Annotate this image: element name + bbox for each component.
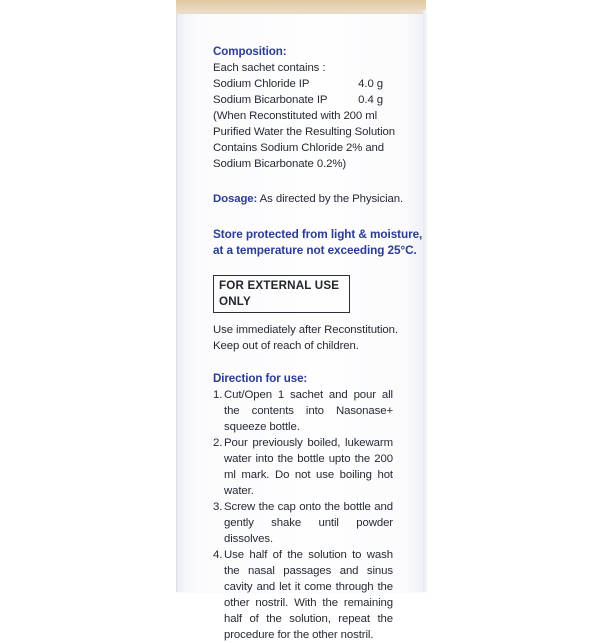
storage-line: Store protected from light & moisture, — [213, 227, 423, 241]
direction-step — [213, 387, 393, 435]
composition-heading: Composition: — [213, 45, 287, 58]
ingredient-row — [213, 76, 393, 92]
step-number: 3. — [213, 501, 223, 513]
usage-line: Keep out of reach of children. — [213, 340, 359, 352]
step-text: Screw the cap onto the bottle and gently shake until powder dissolves. — [224, 501, 393, 545]
storage-instructions — [213, 226, 423, 258]
directions-list — [213, 387, 393, 643]
composition-note-line: Purified Water the Resulting Solution — [213, 126, 396, 138]
ingredient-name: Sodium Bicarbonate IP — [213, 94, 328, 106]
direction-step — [213, 435, 393, 499]
composition-note-line: Contains Sodium Chloride 2% and — [213, 142, 385, 154]
step-text: Use half of the solution to wash the nasal passages and sinus cavity and let it come through the other nostril. With the remaining half of the solution, repeat the procedure for the other nostril. — [224, 549, 393, 641]
step-text: Cut/Open 1 sachet and pour all the contents into Nasonase+ squeeze bottle. — [224, 389, 393, 433]
composition-intro: Each sachet contains : — [213, 62, 326, 74]
composition-note-line: Sodium Bicarbonate 0.2%) — [213, 158, 347, 170]
storage-line: at a temperature not exceeding 25°C. — [213, 243, 417, 257]
ingredient-row — [213, 92, 393, 108]
ingredient-qty: 0.4 g — [358, 94, 383, 106]
step-number: 1. — [213, 389, 223, 401]
ingredient-name: Sodium Chloride IP — [213, 78, 310, 90]
directions-section — [213, 371, 393, 643]
directions-heading: Direction for use: — [213, 372, 308, 385]
label-text-block — [213, 44, 423, 643]
dosage-line — [213, 191, 404, 207]
step-number: 2. — [213, 437, 223, 449]
usage-line: Use immediately after Reconstitution. — [213, 324, 398, 336]
package-right-edge — [423, 10, 427, 592]
external-use-box: FOR EXTERNAL USE ONLY — [213, 275, 350, 313]
dosage-label: Dosage: — [213, 193, 258, 205]
step-text: Pour previously boiled, lukewarm water into the bottle upto the 200 ml mark. Do not use boiling hot water. — [224, 437, 393, 497]
direction-step — [213, 547, 393, 643]
ingredient-qty: 4.0 g — [358, 78, 383, 90]
step-number: 4. — [213, 549, 223, 561]
usage-notes — [213, 322, 398, 354]
composition-note-line: (When Reconstituted with 200 ml — [213, 110, 378, 122]
direction-step — [213, 499, 393, 547]
dosage-text: As directed by the Physician. — [257, 193, 404, 205]
